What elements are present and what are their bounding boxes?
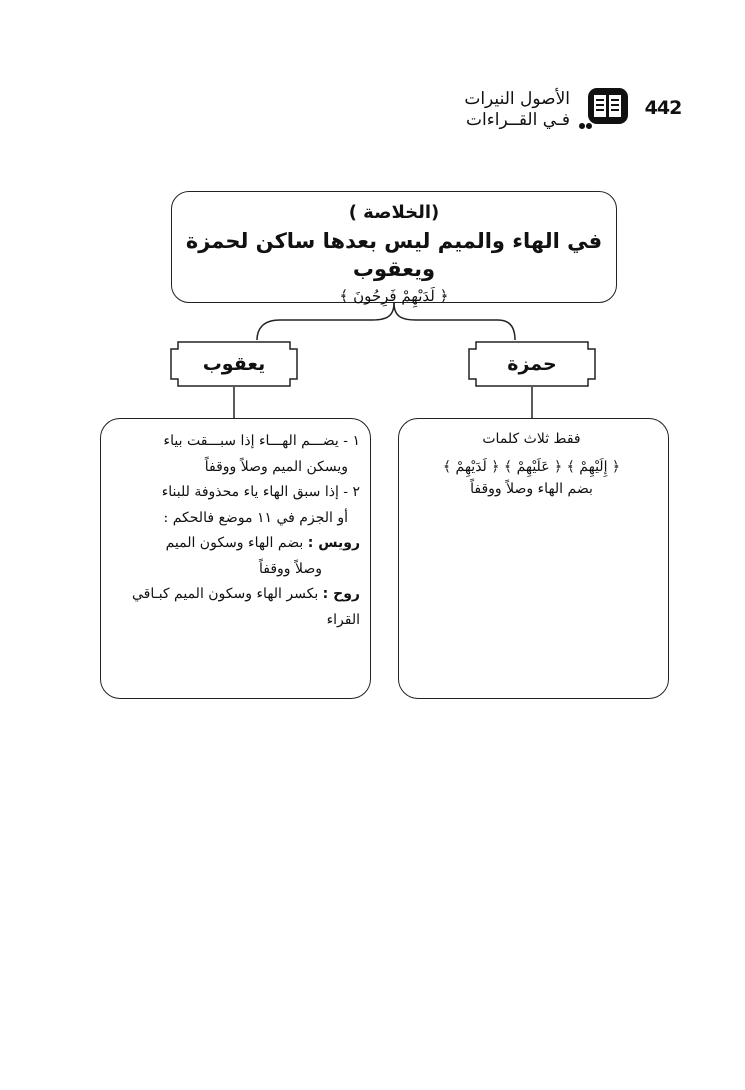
summary-heading: (الخلاصة )	[348, 202, 440, 223]
yaqub-line3: ٢ - إذا سبق الهاء ياء محذوفة للبناء	[161, 484, 360, 500]
page-number: 442	[644, 97, 682, 119]
summary-box	[171, 191, 617, 303]
yaqub-ruwais	[115, 531, 360, 557]
yaqub-line8: القراء	[326, 611, 360, 628]
summary-verse: ﴿ لَدَيْهِمْ فَرِحُونَ ﴾	[339, 287, 449, 305]
hamza-verses: ﴿ إِلَيْهِمْ ﴾ ﴿ عَلَيْهِمْ ﴾ ﴿ لَدَيْهِمْ ﴾	[442, 459, 621, 475]
yaqub-line2: ويسكن الميم وصلاً ووقفاً	[204, 458, 348, 475]
label-yaqub-text: يعقوب	[202, 353, 266, 375]
ruwais-label: رويس :	[307, 535, 360, 551]
yaqub-line1: ١ - يضـــم الهـــاء إذا سبـــقت بياء	[163, 433, 360, 449]
hamza-rule: بضم الهاء وصلاً ووقفاً	[470, 481, 593, 497]
label-hamza	[468, 341, 596, 387]
label-hamza-text: حمزة	[507, 353, 557, 375]
ruwais-text: بضم الهاء وسكون الميم	[165, 535, 304, 551]
book-title-line1: الأصول النيرات	[464, 89, 570, 109]
label-yaqub	[170, 341, 298, 387]
summary-subtitle: في الهاء والميم ليس بعدها ساكن لحمزة ويعقوب	[185, 229, 603, 281]
hamza-box	[398, 418, 669, 699]
hamza-line1: فقط ثلاث كلمات	[482, 431, 581, 447]
yaqub-line6: وصلاً ووقفاً	[258, 560, 322, 577]
yaqub-line4: أو الجزم في ١١ موضع فالحكم :	[163, 509, 348, 526]
book-title-line2: فـي القــراءات	[466, 110, 570, 130]
yaqub-rawh	[115, 582, 360, 608]
rawh-label: روح :	[322, 586, 360, 602]
rawh-text: بكسر الهاء وسكون الميم كبـاقي	[131, 586, 319, 602]
yaqub-box	[100, 418, 371, 699]
